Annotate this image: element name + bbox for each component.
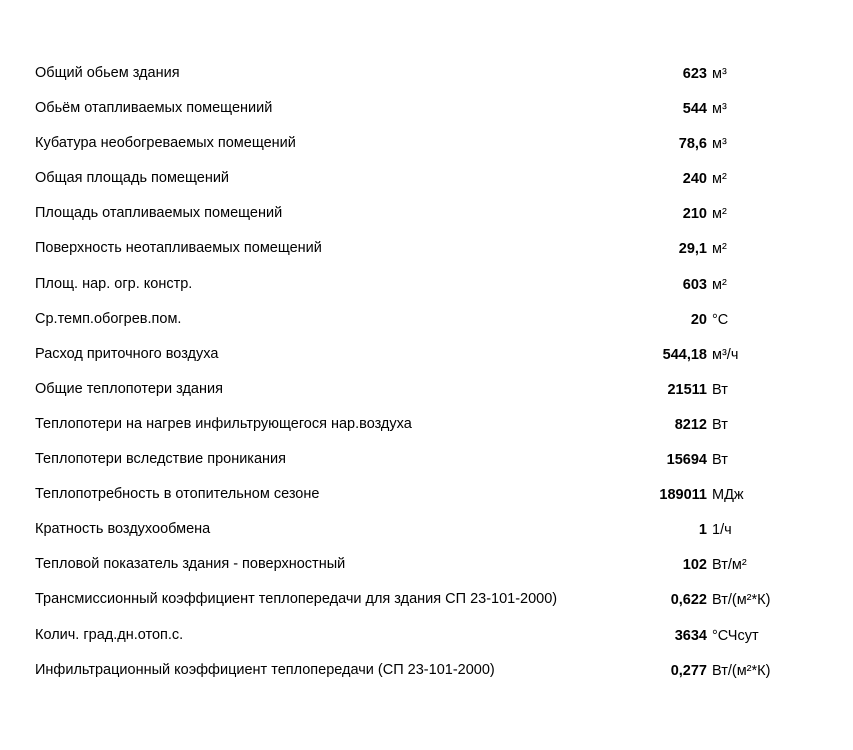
row-transmission-coefficient [0, 584, 853, 619]
row-value: 8212 [674, 416, 707, 433]
row-value: 544 [682, 101, 707, 118]
row-unit: м³/ч [712, 346, 739, 363]
row-label: Теплопотери на нагрев инфильтрующегося нар.воздуха [35, 415, 412, 432]
row-air-exchange-rate [0, 514, 853, 549]
row-label: Ср.темп.обогрев.пом. [35, 310, 182, 327]
row-value: 1 [698, 522, 707, 539]
row-unit: м³ [712, 136, 727, 153]
row-unit: Вт [712, 416, 728, 433]
row-value: 3634 [674, 627, 707, 644]
row-value: 0,277 [670, 662, 707, 679]
row-value: 544,18 [662, 346, 707, 363]
row-label: Обьём отапливаемых помещениий [35, 100, 273, 117]
row-label: Поверхность неотапливаемых помещений [35, 240, 322, 257]
row-label: Площ. нар. огр. констр. [35, 275, 193, 292]
row-value: 21511 [667, 381, 707, 398]
row-total-area [0, 163, 853, 198]
row-unit: м³ [712, 66, 727, 82]
row-label: Площадь отапливаемых помещений [35, 205, 283, 222]
row-unit: 1/ч [712, 522, 732, 539]
row-envelope-area [0, 269, 853, 304]
row-value: 623 [682, 66, 707, 82]
row-label: Общие теплопотери здания [35, 380, 223, 397]
row-seasonal-demand [0, 479, 853, 514]
row-infiltration-loss [0, 409, 853, 444]
row-unit: Вт [712, 452, 728, 469]
row-label: Кратность воздухообмена [35, 521, 211, 538]
row-label: Общая площадь помещений [35, 170, 230, 187]
row-total-volume [0, 58, 853, 93]
parameters-table [0, 58, 853, 690]
row-degree-days [0, 620, 853, 655]
row-unheated-volume [0, 128, 853, 163]
row-unit: Вт/(м²*К) [712, 662, 771, 679]
row-label: Расход приточного воздуха [35, 345, 219, 362]
row-label: Кубатура необогреваемых помещений [35, 135, 296, 152]
row-unit: м² [712, 241, 727, 258]
row-value: 0,622 [670, 592, 707, 609]
row-value: 240 [682, 171, 707, 188]
row-label: Колич. град.дн.отоп.с. [35, 626, 184, 643]
row-supply-air [0, 339, 853, 374]
row-value: 78,6 [678, 136, 707, 153]
row-label: Трансмиссионный коэффициент теплопередачи для здания СП 23-101-2000) [35, 591, 558, 608]
row-unit: °СЧсут [712, 627, 759, 644]
row-surface-heat-index [0, 549, 853, 584]
row-infiltration-coefficient [0, 655, 853, 690]
row-value: 29,1 [678, 241, 707, 258]
row-value: 15694 [666, 452, 707, 469]
row-value: 20 [690, 311, 707, 328]
row-heated-volume [0, 93, 853, 128]
row-unit: Вт/м² [712, 557, 747, 574]
row-unit: МДж [712, 487, 744, 504]
row-label: Общий обьем здания [35, 65, 180, 81]
row-value: 210 [682, 206, 707, 223]
row-unit: °С [712, 311, 729, 328]
row-value: 189011 [659, 487, 707, 504]
row-label: Тепловой показатель здания - поверхностный [35, 556, 346, 573]
row-label: Теплопотери вследствие проникания [35, 451, 286, 468]
row-unit: м³ [712, 101, 727, 118]
row-total-heat-loss [0, 374, 853, 409]
row-transmission-loss [0, 444, 853, 479]
row-avg-temp [0, 304, 853, 339]
row-unit: Вт [712, 381, 728, 398]
row-value: 603 [682, 276, 707, 293]
row-unit: м² [712, 276, 727, 293]
row-unit: Вт/(м²*К) [712, 592, 771, 609]
row-label: Инфильтрационный коэффициент теплопередачи (СП 23-101-2000) [35, 661, 495, 678]
row-value: 102 [682, 557, 707, 574]
row-unheated-surface [0, 233, 853, 268]
row-unit: м² [712, 171, 727, 188]
row-label: Теплопотребность в отопительном сезоне [35, 486, 320, 503]
row-heated-area [0, 198, 853, 233]
row-unit: м² [712, 206, 727, 223]
